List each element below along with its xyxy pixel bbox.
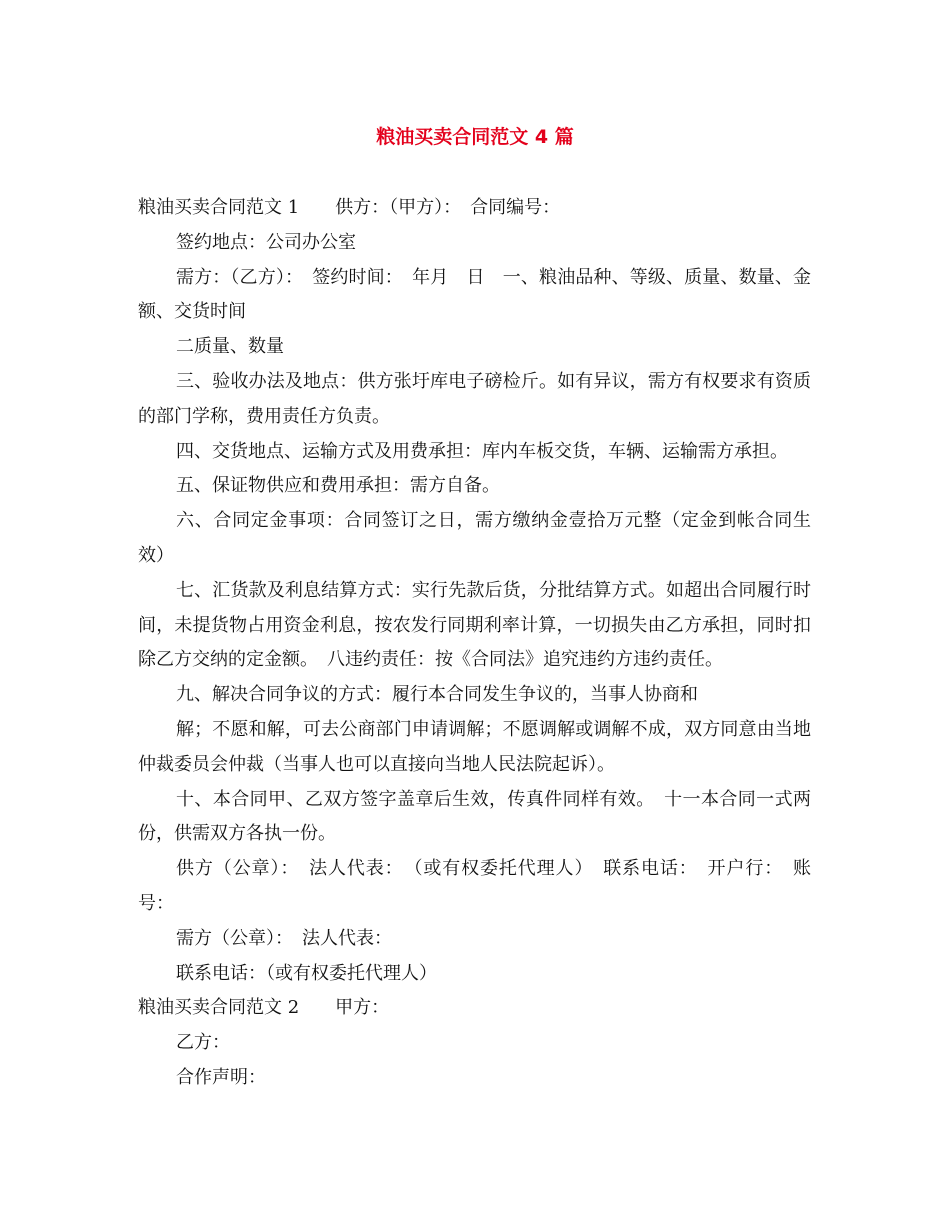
paragraph-buyer-signing-time: 需方：（乙方）： 签约时间： 年月 日 一、粮油品种、等级、质量、数量、金额、交货时间 bbox=[138, 266, 811, 323]
paragraph-effect: 十、本合同甲、乙双方签字盖章后生效，传真件同样有效。 十一本合同一式两份，供需双方各执一份。 bbox=[138, 788, 811, 845]
paragraph-supplier-signature: 供方（公章）： 法人代表： （或有权委托代理人） 联系电话： 开户行： 账号： bbox=[138, 858, 811, 914]
paragraph-buyer-contact: 联系电话：（或有权委托代理人） bbox=[176, 962, 437, 984]
document-title: 粮油买卖合同范文 4 篇 bbox=[376, 126, 574, 148]
paragraph-contract-1-header: 粮油买卖合同范文 1 供方：（甲方）： 合同编号： bbox=[138, 197, 561, 218]
paragraph-acceptance: 三、验收办法及地点：供方张圩库电子磅检斤。如有异议，需方有权要求有资质的部门学称，费用责任方负责。 bbox=[138, 370, 811, 427]
paragraph-settlement: 七、汇货款及利息结算方式：实行先款后货，分批结算方式。如超出合同履行时间，未提货物占用资金利息，按农发行同期利率计算，一切损失由乙方承担，同时扣除乙方交纳的定金额。 八违约责任：按《合同法》追究违约方违约责任。 bbox=[138, 579, 811, 671]
paragraph-cooperation-statement: 合作声明： bbox=[176, 1066, 266, 1088]
paragraph-delivery: 四、交货地点、运输方式及用费承担：库内车板交货，车辆、运输需方承担。 bbox=[176, 440, 788, 462]
paragraph-deposit: 六、合同定金事项：合同签订之日，需方缴纳金壹拾万元整（定金到帐合同生效） bbox=[138, 510, 811, 566]
paragraph-party-b: 乙方： bbox=[176, 1032, 230, 1054]
paragraph-dispute: 九、解决合同争议的方式：履行本合同发生争议的，当事人协商和 bbox=[176, 684, 698, 706]
document-body bbox=[138, 191, 811, 1096]
paragraph-signing-place: 签约地点：公司办公室 bbox=[176, 231, 356, 253]
paragraph-quality-quantity: 二质量、数量 bbox=[176, 336, 284, 358]
paragraph-buyer-signature: 需方（公章）： 法人代表： bbox=[176, 927, 392, 949]
paragraph-supply-cost: 五、保证物供应和费用承担：需方自备。 bbox=[176, 475, 500, 497]
paragraph-contract-2-header: 粮油买卖合同范文 2 甲方： bbox=[138, 997, 390, 1019]
paragraph-dispute-continued: 解；不愿和解，可去公商部门申请调解；不愿调解或调解不成，双方同意由当地仲裁委员会仲裁（当事人也可以直接向当地人民法院起诉）。 bbox=[138, 718, 811, 775]
